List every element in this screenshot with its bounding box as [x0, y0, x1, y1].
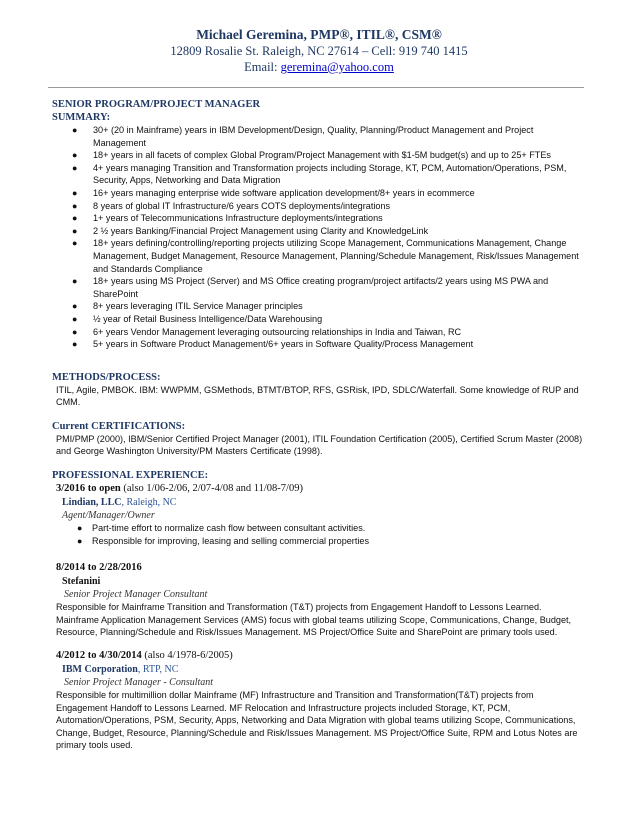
list-item-text: 2 ½ years Banking/Financial Project Management using Clarity and KnowledgeLink	[93, 225, 429, 236]
list-item	[52, 338, 586, 351]
bullet-icon: ●	[72, 238, 78, 249]
summary-list	[52, 124, 586, 351]
list-item	[52, 149, 586, 162]
list-item	[52, 162, 586, 187]
bullet-icon: ●	[72, 339, 78, 350]
company-name: Lindian, LLC	[62, 497, 122, 509]
list-item-text: 5+ years in Software Product Management/6+ years in Software Quality/Process Management	[93, 339, 474, 350]
bullet-icon: ●	[72, 276, 78, 287]
bullet-icon: ●	[72, 313, 78, 324]
job-dates	[52, 649, 586, 663]
job-date-also: (also 4/1978-6/2005)	[144, 650, 233, 662]
company-name: IBM Corporation	[62, 664, 138, 676]
list-item-text: 16+ years managing enterprise wide software application development/8+ years in ecommerce	[93, 187, 475, 198]
bullet-icon: ●	[72, 125, 78, 135]
bullet-icon: ●	[72, 225, 78, 236]
bullet-icon: ●	[72, 150, 78, 161]
job-dates	[52, 482, 586, 496]
job-description: Responsible for Mainframe Transition and Transformation (T&T) projects from Engagement Handoff to Lessons Learned. Mainframe Application Management Services (AMS) focus with global teams utilizing Scope, Communications, Change, Budget, Resource, Planning/Schedule and Risk/Issues Management. MS Project/Office Suite and SharePoint are primary tools used.	[56, 602, 572, 638]
list-item-text: 30+ (20 in Mainframe) years in IBM Development/Design, Quality, Planning/Product Management and Project Management	[93, 125, 534, 148]
list-item	[52, 300, 586, 313]
list-item	[52, 237, 586, 275]
list-item	[52, 225, 586, 238]
list-item-text: 8 years of global IT Infrastructure/6 years COTS deployments/integrations	[93, 200, 391, 211]
email-label: Email:	[244, 60, 278, 74]
job-role: Agent/Manager/Owner	[62, 510, 155, 522]
list-item-text: 18+ years in all facets of complex Global Program/Project Management with $1-5M budget(s) and up to 25+ FTEs	[93, 150, 551, 161]
list-item-text: 4+ years managing Transition and Transformation projects including Storage, KT, PCM, Automation/Operations, PSM, Security, Apps, Networking and Data Migration	[93, 162, 567, 186]
bullet-icon: ●	[72, 301, 78, 312]
list-item	[52, 200, 586, 213]
list-item-text: Responsible for improving, leasing and selling commercial properties	[92, 535, 369, 546]
job-date-range: 4/2012 to 4/30/2014	[56, 650, 142, 662]
bullet-icon: ●	[72, 162, 78, 173]
list-item	[52, 535, 586, 548]
list-item-text: 6+ years Vendor Management leveraging outsourcing relationships in India and Taiwan, RC	[93, 326, 462, 337]
methods-heading: METHODS/PROCESS:	[52, 371, 161, 383]
certifications-text: PMI/PMP (2000), IBM/Senior Certified Project Manager (2001), ITIL Foundation Certification (2005), Certified Scrum Master (2008) and George Washington University/PM Masters Certificate (1998).	[56, 433, 583, 457]
job-description: Responsible for multimillion dollar Mainframe (MF) Infrastructure and Transition and Transformation(T&T) projects from Engagement Handoff to Lessons Learned. MF Relocation and Infrastructure projects included Storage, KT, PCM, Automation/Operations, PSM, Security, Apps, Networking and Data Migration with global teams utilizing Scope, Communications, Change, Budget, Resource, Planning/Schedule and Risk/Issues Management. MS Project/Office Suite, RPM and Lotus Notes are primary tools used.	[56, 690, 578, 751]
experience-heading: PROFESSIONAL EXPERIENCE:	[52, 470, 209, 482]
bullet-icon: ●	[72, 326, 78, 337]
job-date-range: 3/2016 to open	[56, 483, 121, 495]
company-name: Stefanini	[62, 576, 101, 588]
bullet-icon: ●	[72, 213, 78, 224]
list-item	[52, 187, 586, 200]
job-title-heading: SENIOR PROGRAM/PROJECT MANAGER	[52, 99, 261, 110]
list-item	[52, 326, 586, 339]
list-item	[52, 275, 586, 300]
job-role: Senior Project Manager - Consultant	[64, 677, 214, 689]
contact-address: 12809 Rosalie St. Raleigh, NC 27614 – Cell: 919 740 1415	[170, 44, 468, 58]
job-company	[52, 496, 586, 509]
resume-header	[52, 26, 586, 75]
contact-email-line	[52, 59, 586, 75]
list-item	[52, 522, 586, 535]
list-item-text: ½ year of Retail Business Intelligence/Data Warehousing	[93, 313, 323, 324]
job-role: Senior Project Manager Consultant	[64, 589, 208, 601]
list-item-text: 18+ years defining/controlling/reporting projects utilizing Scope Management, Communications Management, Change Management, Budget Management, Resource Management, Planning/Schedule Management, Risk/Issues Management and Standards Compliance	[93, 238, 579, 274]
job-dates	[52, 561, 586, 575]
list-item-text: 1+ years of Telecommunications Infrastructure deployments/integrations	[93, 213, 383, 224]
list-item	[52, 313, 586, 326]
company-location: , RTP, NC	[137, 664, 179, 676]
candidate-name: Michael Geremina, PMP®, ITIL®, CSM®	[196, 27, 442, 42]
list-item-text: 8+ years leveraging ITIL Service Manager principles	[93, 301, 303, 312]
bullet-icon: ●	[72, 187, 78, 198]
job-date-also: (also 1/06-2/06, 2/07-4/08 and 11/08-7/09)	[123, 483, 303, 495]
job-company	[52, 575, 586, 588]
methods-text: ITIL, Agile, PMBOK. IBM: WWPMM, GSMethods, BTMT/BTOP, RFS, GSRisk, IPD, SDLC/Waterfall. Some knowledge of RUP and CMM.	[56, 384, 579, 408]
email-link[interactable]: geremina@yahoo.com	[280, 60, 394, 74]
job-company	[52, 663, 586, 676]
list-item-text: 18+ years using MS Project (Server) and MS Office creating program/project artifacts/2 years using MS PWA and SharePoint	[93, 276, 549, 299]
bullet-icon: ●	[77, 535, 83, 546]
header-divider	[48, 87, 584, 88]
job-bullets	[52, 522, 586, 547]
summary-heading: SUMMARY:	[52, 112, 111, 123]
list-item	[52, 124, 586, 149]
list-item	[52, 212, 586, 225]
job-date-range: 8/2014 to 2/28/2016	[56, 562, 142, 574]
company-location: , Raleigh, NC	[121, 497, 177, 509]
bullet-icon: ●	[72, 200, 78, 211]
list-item-text: Part-time effort to normalize cash flow between consultant activities.	[92, 523, 366, 534]
certifications-heading: Current CERTIFICATIONS:	[52, 420, 186, 432]
bullet-icon: ●	[77, 523, 83, 534]
